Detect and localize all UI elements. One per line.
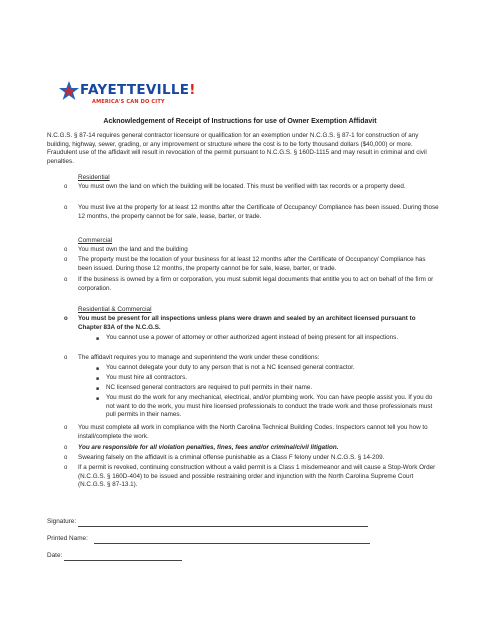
res-comm-item-text: You are responsible for all violation penalties, fines, fees and/or criminal/civil litigation. [78,444,339,451]
residential-item [64,183,440,192]
star-icon [58,80,80,102]
res-comm-subitem-text: You cannot use a power of attorney or other authorized agent instead of being present for all inspections. [106,334,399,341]
commercial-item [64,276,440,293]
bullet-circle-icon: o [64,355,68,361]
bullet-circle-icon: o [64,455,68,461]
res-comm-subitem [96,384,439,393]
document-title: Acknowledgement of Receipt of Instructions for use of Owner Exemption Affidavit [103,118,377,125]
commercial-item [64,246,440,255]
res-comm-item-text: Swearing falsely on the affidavit is a criminal offense punishable as a Class F felony under N.C.G.S. § 14-209. [78,454,385,461]
residential-item-text: You must live at the property for at least 12 months after the Certificate of Occupancy/ Compliance has been issued. During those 12 months, the property cannot be for sale, lease, barter, or trade. [78,204,439,220]
city-logo [58,80,198,114]
bullet-circle-icon: o [64,247,68,253]
bullet-circle-icon: o [64,445,68,451]
commercial-item-text: If the business is owned by a firm or corporation, you must submit legal documents that entitle you to act on behalf of the firm or corporation. [78,276,434,292]
date-label: Date: [47,552,63,559]
bullet-square-icon: ■ [96,396,100,402]
commercial-heading: Commercial [78,237,113,244]
res-comm-subitem-text: You must do the work for any mechanical, electrical, and/or plumbing work. You can have people assist you. If you do not want to do the work, you must hire licensed professionals to conduct the trade work and those professionals must pull permits in their names. [106,394,433,419]
res-comm-subitem-text: NC licensed general contractors are required to pull permits in their name. [106,384,313,391]
res-comm-heading: Residential & Commercial [78,306,152,313]
logo-exclamation: ! [189,82,196,98]
res-comm-subitem [96,374,439,383]
bullet-square-icon: ■ [96,376,100,382]
bullet-circle-icon: o [64,205,68,211]
date-line[interactable] [64,560,182,561]
res-comm-item-text: You must be present for all inspections unless plans were drawn and sealed by an architect licensed pursuant to Chapter 83A of the N.C.G.S. [78,315,416,331]
bullet-circle-icon: o [64,257,68,263]
residential-item-text: You must own the land on which the building will be located. This must be verified with tax records or a property deed. [78,183,406,190]
res-comm-subitem-text: You must hire all contractors. [106,374,187,381]
bullet-square-icon: ■ [96,336,100,342]
intro-paragraph: N.C.G.S. § 87-14 requires general contractor licensure or qualification for an exemption under N.C.G.S. § 87-1 for construction of any building, highway, sewer, grading, or any improvement or structure where the cost is to be forty thousand dollars ($40,000) or more. Fraudulent use of the affidavit will result in revocation of the permit pursuant to N.C.G.S. § 160D-1115 and may result in criminal and civil penalties. [47,132,427,165]
logo-wordmark [80,82,196,98]
res-comm-subitem-text: You cannot delegate your duty to any person that is not a NC licensed general contractor. [106,364,355,371]
residential-item [64,204,440,221]
commercial-item-text: The property must be the location of your business for at least 12 months after the Certificate of Occupancy/ Compliance has been issued. During those 12 months, the property cannot be for sale, lease, barter, or trade. [78,256,426,272]
printed-name-line[interactable] [94,543,370,544]
bullet-circle-icon: o [64,465,68,471]
bullet-circle-icon: o [64,277,68,283]
res-comm-item-text: You must complete all work in compliance with the North Carolina Technical Building Codes. Inspectors cannot tell you how to install/complete the work. [78,424,428,440]
residential-heading: Residential [78,174,110,181]
commercial-item-text: You must own the land and the building [78,246,188,253]
res-comm-subitem [96,334,439,343]
signature-line[interactable] [78,526,368,527]
signature-label: Signature: [47,518,77,525]
bullet-circle-icon: o [64,425,68,431]
logo-tagline: AMERICA'S CAN DO CITY [92,99,165,105]
printed-name-label: Printed Name: [47,535,88,542]
res-comm-item [64,424,440,441]
logo-wordmark-text: FAYETTEVILLE [80,82,190,98]
res-comm-subitem [96,394,439,420]
bullet-circle-icon: o [64,184,68,190]
res-comm-item [64,444,440,453]
bullet-square-icon: ■ [96,386,100,392]
commercial-item [64,256,440,273]
res-comm-subitem [96,364,439,373]
bullet-square-icon: ■ [96,366,100,372]
res-comm-item [64,354,440,363]
res-comm-item-text: If a permit is revoked, continuing construction without a valid permit is a Class 1 misdemeanor and will cause a Stop-Work Order (N.C.G.S. § 160D-404) to be issued and possible restraining order and injunction with the North Carolina Supreme Court (N.C.G.S. § 87-13.1). [78,464,436,489]
bullet-circle-icon: o [64,316,68,322]
res-comm-item [64,315,440,332]
res-comm-item [64,464,440,490]
res-comm-item [64,454,440,463]
res-comm-item-text: The affidavit requires you to manage and superintend the work under these conditions: [78,354,320,361]
